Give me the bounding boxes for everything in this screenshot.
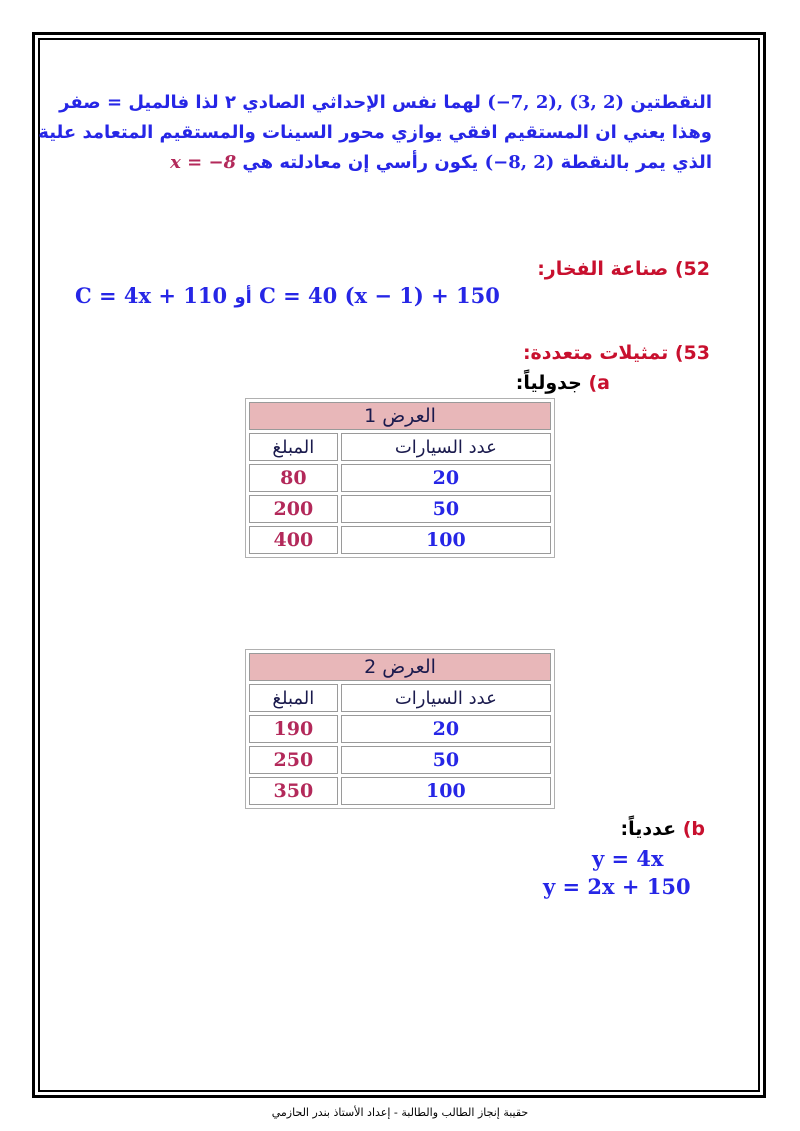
- cell-cars: 20: [341, 715, 551, 743]
- cell-amount: 350: [249, 777, 338, 805]
- column-header-amount: المبلغ: [249, 433, 338, 461]
- formula-point-slope: C = 40 (x − 1) + 150: [259, 283, 500, 308]
- part-b-label: [621, 818, 706, 840]
- column-header-amount: المبلغ: [249, 684, 338, 712]
- cell-amount: 190: [249, 715, 338, 743]
- part-letter: a): [588, 372, 610, 394]
- part-a-label: [516, 372, 610, 394]
- formula-slope-intercept: C = 4x + 110: [75, 283, 228, 308]
- paragraph-text: يكون رأسي إن معادلته هي: [242, 152, 479, 173]
- page-border-inner: [38, 38, 760, 1092]
- question-52-heading: 52) صناعة الفخار:: [537, 258, 710, 280]
- or-word: أو: [234, 287, 252, 308]
- table-row: [249, 526, 551, 554]
- equation-offer-1: y = 4x: [592, 846, 664, 871]
- table-title: العرض 1: [249, 402, 551, 430]
- paragraph-text: لهما نفس الإحداثي الصادي ٢ لذا فالميل = صفر: [59, 92, 481, 113]
- paragraph-text: النقطتين: [630, 92, 712, 113]
- question-52-formulas: [75, 283, 500, 308]
- cell-cars: 20: [341, 464, 551, 492]
- cell-cars: 100: [341, 526, 551, 554]
- equation-offer-2: y = 2x + 150: [543, 874, 691, 899]
- part-word: عددياً:: [620, 818, 677, 840]
- cell-amount: 200: [249, 495, 338, 523]
- question-53-heading: 53) تمثيلات متعددة:: [522, 342, 710, 364]
- point: (−8, 2): [484, 152, 555, 173]
- cell-amount: 250: [249, 746, 338, 774]
- table-offer-1: [245, 398, 555, 558]
- page-footer: حقيبة إنجاز الطالب والطالبة - إعداد الأستاذ بندر الحازمي: [271, 1106, 529, 1119]
- cell-cars: 50: [341, 495, 551, 523]
- cell-cars: 50: [341, 746, 551, 774]
- points-pair: (−7, 2), (3, 2): [487, 92, 625, 113]
- part-word: جدولياً:: [515, 372, 582, 394]
- column-header-cars: عدد السيارات: [341, 684, 551, 712]
- paragraph-line-1: [59, 88, 712, 117]
- table-row: [249, 464, 551, 492]
- part-letter: b): [682, 818, 705, 840]
- cell-amount: 80: [249, 464, 338, 492]
- paragraph-text: الذي يمر بالنقطة: [560, 152, 712, 173]
- table-row: [249, 777, 551, 805]
- table-title: العرض 2: [249, 653, 551, 681]
- table-row: [249, 746, 551, 774]
- table-row: [249, 715, 551, 743]
- paragraph-line-3: [72, 148, 712, 177]
- table-offer-2: [245, 649, 555, 809]
- cell-amount: 400: [249, 526, 338, 554]
- table-row: [249, 495, 551, 523]
- cell-cars: 100: [341, 777, 551, 805]
- paragraph-line-2: وهذا يعني ان المستقيم افقي يوازي محور السينات والمستقيم المتعامد علية: [38, 122, 712, 143]
- column-header-cars: عدد السيارات: [341, 433, 551, 461]
- vertical-line-equation: x = −8: [170, 152, 237, 173]
